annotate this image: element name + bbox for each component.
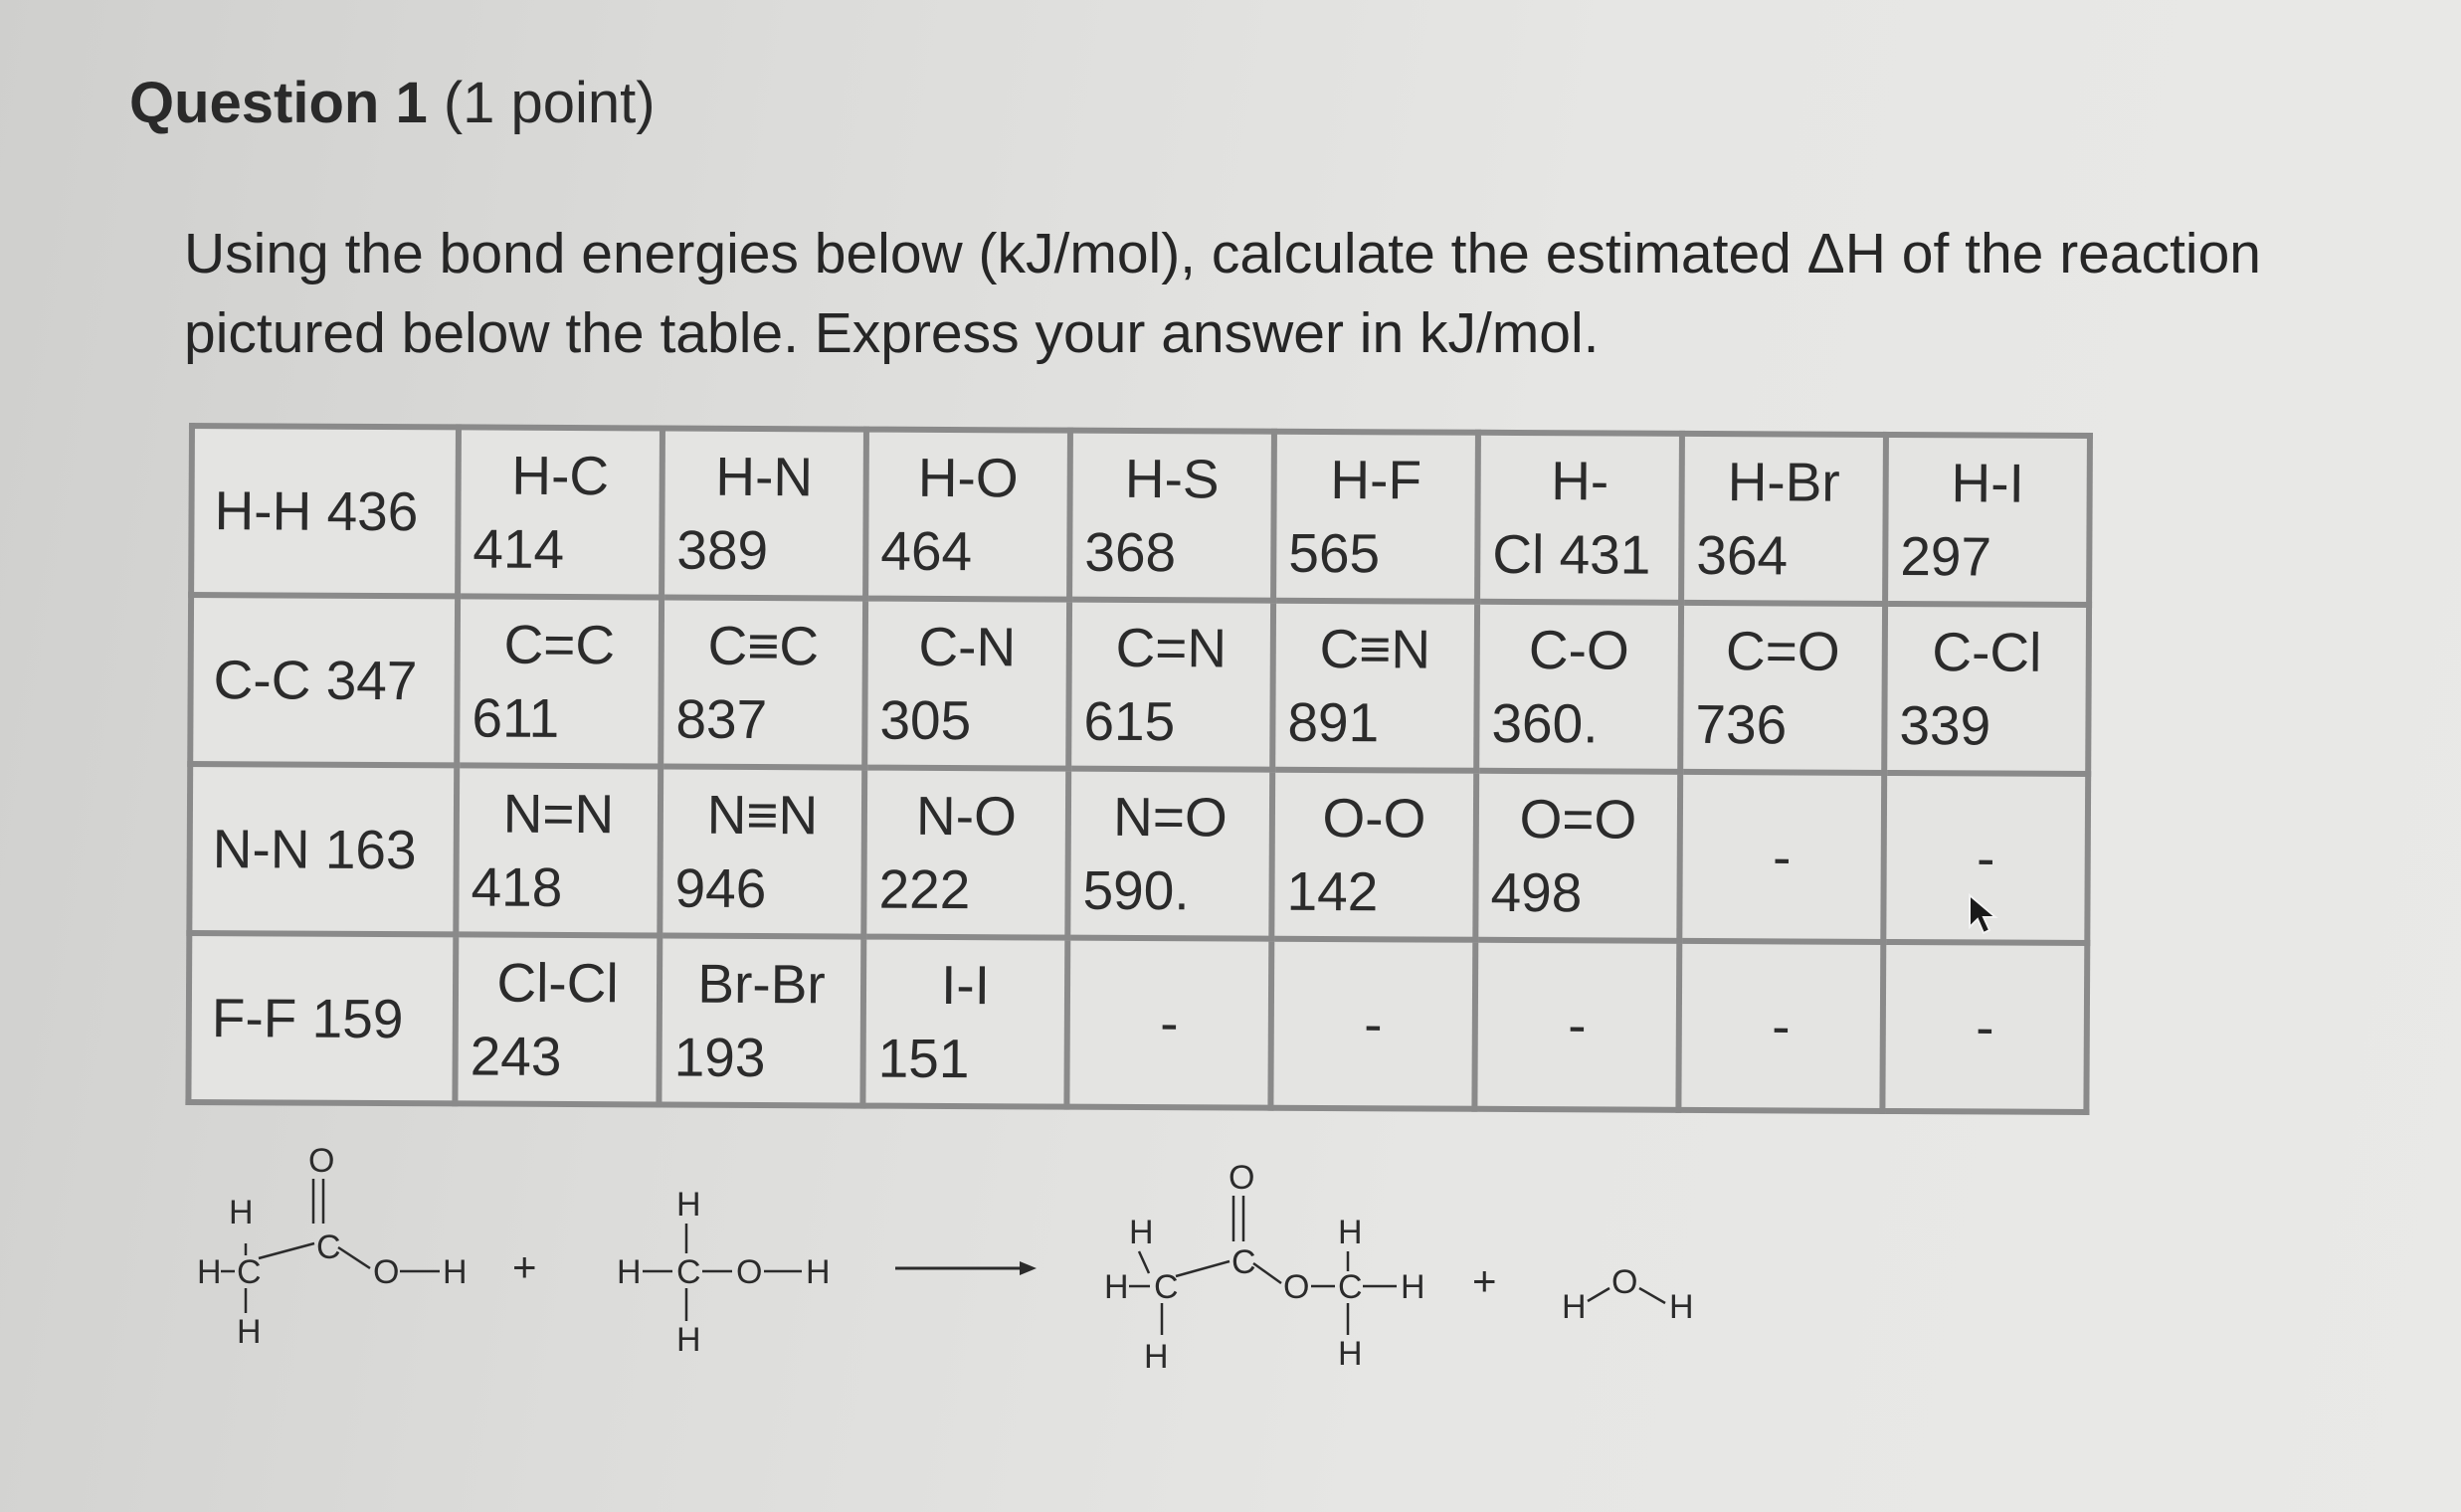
table-cell (1273, 432, 1478, 602)
acetic-acid-structure (197, 1144, 468, 1351)
table-cell (1885, 435, 2090, 605)
bond-energy-value: 222 (878, 857, 971, 921)
table-cell: N-N 163 (189, 764, 457, 934)
bond-energy-value: 498 (1490, 860, 1583, 924)
plus-sign: + (512, 1243, 537, 1290)
table-cell (864, 599, 1069, 769)
table-cell (455, 934, 660, 1104)
table-cell (1066, 938, 1271, 1108)
bond-energy-value: 339 (1899, 694, 1991, 757)
bond-label: C≡C (707, 614, 820, 677)
table-cell (1068, 600, 1273, 770)
table-row (191, 426, 2090, 605)
bond-energy-value: 364 (1696, 523, 1789, 587)
atom-label-c: C (316, 1228, 341, 1266)
atom-label-o: O (373, 1253, 400, 1291)
atom-label-o: O (1229, 1159, 1255, 1197)
bond-label: C-Cl (1932, 621, 2042, 683)
bond-label: H-F (1330, 449, 1422, 511)
table-row (188, 933, 2087, 1112)
empty-cell-dash: - (1976, 996, 1994, 1058)
empty-cell-dash: - (1568, 994, 1587, 1056)
bond-energy-value: 418 (471, 855, 563, 918)
atom-label-h: H (197, 1253, 222, 1291)
bond-energy-value: 142 (1286, 859, 1379, 923)
water-structure (1562, 1263, 1694, 1326)
bond-label: H-C (511, 444, 610, 507)
bond-label: Cl-Cl (496, 951, 619, 1015)
atom-label-c: C (1231, 1243, 1256, 1281)
atom-label-c: C (1154, 1268, 1179, 1306)
bond-energy-table (185, 423, 2093, 1115)
bond-energy-value: 243 (470, 1025, 562, 1087)
question-number: Question 1 (129, 71, 428, 135)
table-cell (1271, 770, 1476, 940)
table-cell (661, 597, 865, 767)
bond-label: C=C (503, 613, 616, 676)
atom-label-o: O (1283, 1268, 1310, 1306)
bond-label: O-O (1322, 786, 1426, 850)
bond-label: H-I (1951, 452, 2025, 514)
table-cell (456, 765, 661, 935)
question-points: (1 point) (443, 71, 656, 135)
table-cell (1474, 940, 1679, 1110)
atom-label-h: H (1338, 1335, 1363, 1373)
atom-label-h: H (676, 1186, 701, 1224)
bond-label: H-S (1124, 447, 1220, 510)
atom-label-o: O (736, 1253, 763, 1291)
table-cell (1475, 771, 1680, 941)
bond-energy-value: 193 (673, 1026, 766, 1089)
atom-label-c: C (676, 1253, 701, 1291)
bond-energy-value: 946 (674, 856, 767, 920)
atom-label-o: O (1611, 1263, 1638, 1301)
reaction-arrow (895, 1261, 1037, 1275)
bond-label: H-O (917, 446, 1019, 509)
table-cell (660, 766, 864, 936)
atom-label-h: H (237, 1313, 262, 1351)
bond-label: N=O (1112, 785, 1228, 849)
bond-label: N=N (502, 782, 615, 846)
bond-energy-value: 611 (472, 686, 560, 749)
table-cell (659, 935, 863, 1105)
table-cell: H-H 436 (191, 426, 459, 596)
table-cell (1679, 772, 1884, 942)
empty-cell-dash: - (1772, 995, 1791, 1057)
table-cell (457, 596, 662, 766)
bond-label: H-Br (1727, 451, 1840, 513)
bond-label: N-O (915, 784, 1018, 848)
question-prompt: Using the bond energies below (kJ/mol), calculate the estimated ΔH of the reaction pictured below the table. Express your answer in kJ/mol. (184, 222, 2261, 365)
empty-cell-dash: - (1976, 827, 1995, 889)
empty-cell-dash: - (1772, 826, 1792, 888)
atom-label-h: H (443, 1253, 468, 1291)
table-cell (1067, 769, 1272, 939)
bond-energy-value: Cl 431 (1492, 522, 1651, 586)
atom-label-h: H (806, 1253, 831, 1291)
table-cell (1681, 434, 1886, 604)
plus-sign-2: + (1472, 1257, 1497, 1304)
bond-label: Br-Br (697, 952, 826, 1016)
bond-energy-value: 736 (1695, 692, 1788, 756)
bond-energy-value: 565 (1288, 521, 1381, 585)
table-cell (1270, 939, 1475, 1109)
methyl-acetate-structure (1104, 1159, 1425, 1376)
bond-energy-value: 837 (675, 687, 768, 751)
bond-energy-value: 389 (676, 518, 769, 582)
bond-energy-value: 360. (1491, 691, 1599, 755)
table-cell: F-F 159 (188, 933, 456, 1103)
atom-label-h: H (1669, 1288, 1694, 1326)
bond-label: H-N (715, 445, 814, 508)
bond-label: O=O (1519, 788, 1637, 850)
bond-label: C=O (1725, 620, 1840, 682)
table-cell (1678, 941, 1883, 1111)
bond-energy-value: 305 (879, 688, 972, 752)
atom-label-h: H (229, 1194, 254, 1231)
atom-label-h: H (617, 1253, 642, 1291)
bond-energy-value: 297 (1900, 525, 1992, 588)
table-cell (862, 937, 1067, 1107)
table-cell: C-C 347 (190, 595, 458, 765)
table-cell (1476, 602, 1681, 772)
bond-label: H- (1551, 450, 1609, 512)
bond-label: C-N (918, 615, 1017, 678)
bond-energy-value: 615 (1083, 689, 1176, 753)
bond-energy-value: 891 (1287, 690, 1380, 754)
table-cell (662, 428, 866, 598)
atom-label-h: H (1562, 1288, 1587, 1326)
bond-label: C-O (1528, 619, 1629, 681)
atom-label-o: O (308, 1144, 335, 1180)
bond-energy-value: 414 (473, 517, 565, 580)
bond-energy-value: 464 (880, 519, 973, 583)
bond-label: I-I (940, 953, 991, 1017)
bond-energy-value: 590. (1082, 858, 1190, 922)
table-cell (1272, 601, 1477, 771)
empty-cell-dash: - (1364, 993, 1383, 1055)
atom-label-h: H (1129, 1214, 1154, 1251)
atom-label-h: H (1104, 1268, 1129, 1306)
table-row (189, 764, 2088, 943)
table-cell (1477, 433, 1682, 603)
bond-label: C≡N (1319, 617, 1431, 680)
table-cell (863, 768, 1068, 938)
mouse-pointer-icon (1968, 893, 1999, 940)
atom-label-h: H (676, 1321, 701, 1359)
question-header (129, 70, 656, 136)
table-cell (1884, 604, 2089, 774)
atom-label-c: C (1338, 1268, 1363, 1306)
table-row (190, 595, 2089, 774)
bond-label: N≡N (706, 783, 819, 847)
table-cell (1069, 431, 1274, 601)
bond-energy-value: 368 (1084, 520, 1177, 584)
reaction-diagram (179, 1144, 1791, 1393)
atom-label-c: C (237, 1253, 262, 1291)
atom-label-h: H (1401, 1268, 1425, 1306)
atom-label-h: H (1144, 1338, 1169, 1376)
bond-energy-value: 151 (877, 1027, 970, 1090)
table-cell (865, 430, 1070, 600)
table-cell (458, 427, 663, 597)
table-cell (1680, 603, 1885, 773)
atom-label-h: H (1338, 1214, 1363, 1251)
bond-label: C=N (1115, 616, 1228, 679)
table-cell (1882, 942, 2087, 1112)
empty-cell-dash: - (1160, 992, 1179, 1054)
